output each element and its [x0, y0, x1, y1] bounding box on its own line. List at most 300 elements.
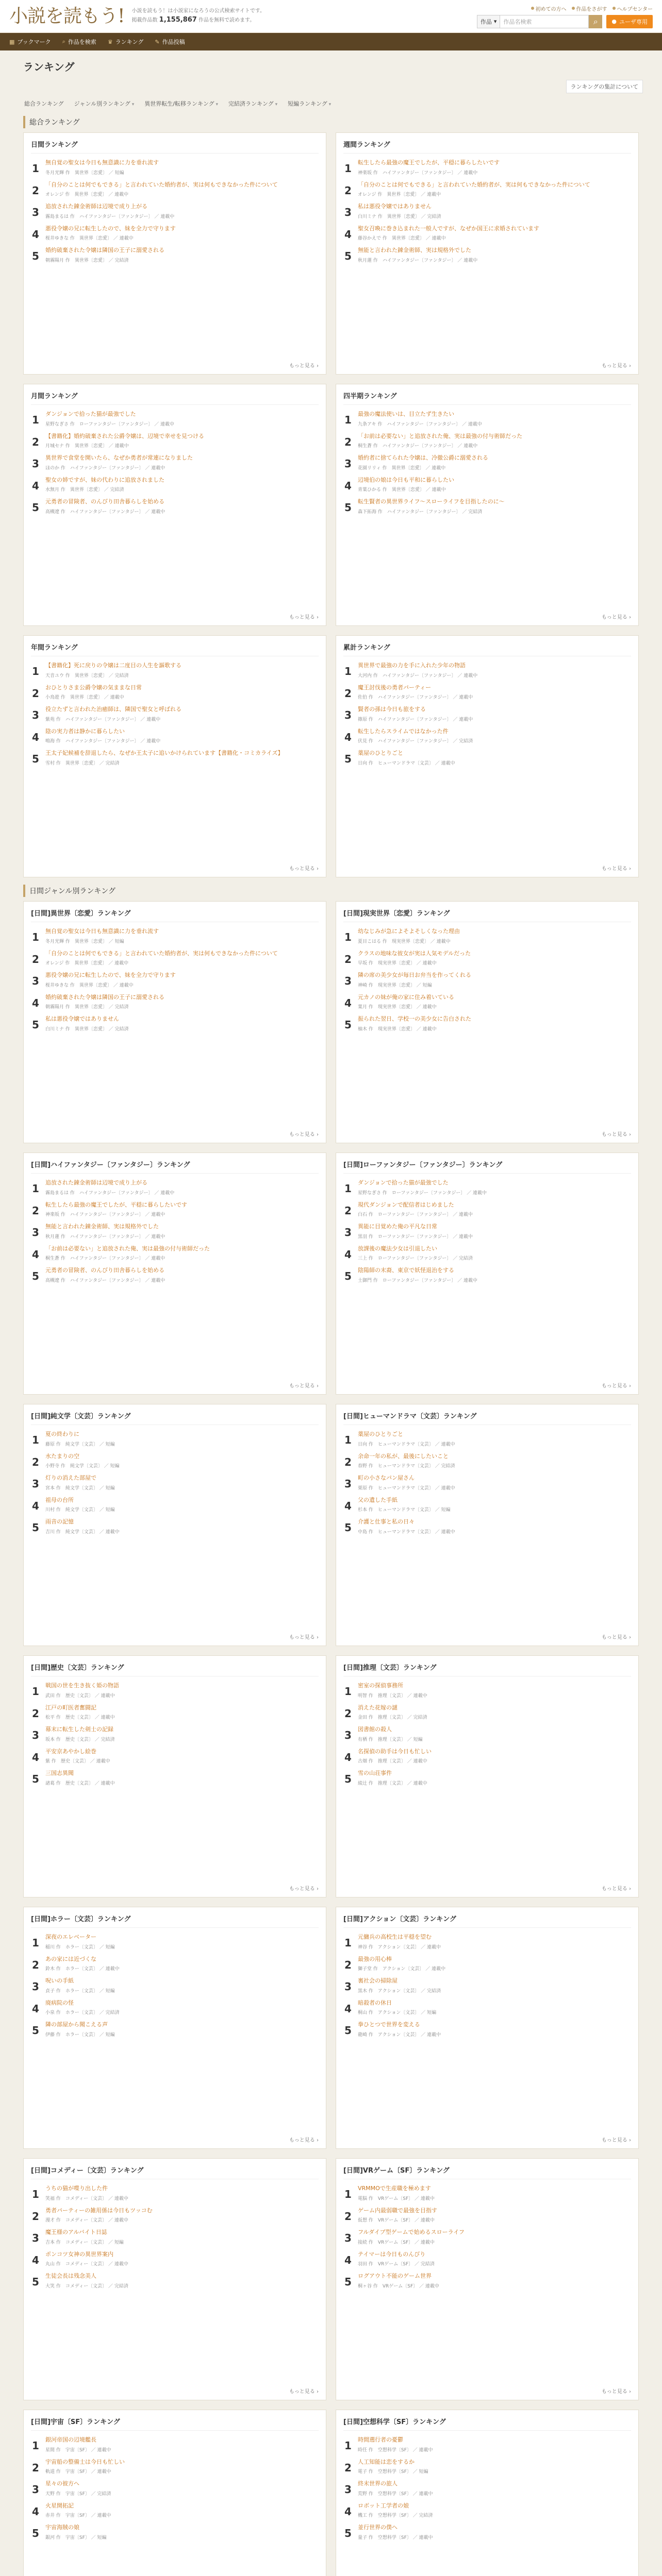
ranking-item — [31, 2228, 319, 2245]
work-meta: 坂本 作 歴史〔文芸〕 ／ 完結済 — [45, 1737, 115, 1742]
work-title-link[interactable]: 「自分のことは何でもできる」と言われていた婚約者が、実は何もできなかった件について — [45, 950, 278, 957]
work-title-link[interactable]: 人工知能は恋をするか — [358, 2458, 415, 2465]
ranking-list — [343, 662, 631, 861]
more-link[interactable]: もっと見る › — [31, 1381, 319, 1389]
work-title-link[interactable]: 無能と言われた錬金術師、実は規格外でした — [358, 247, 471, 253]
rank-number: 4 — [32, 479, 39, 492]
work-title-link[interactable]: 異世界で最強の力を手に入れた少年の物語 — [358, 662, 466, 669]
rank-number: 4 — [32, 1248, 39, 1261]
work-title-link[interactable]: 辺境伯の娘は今日も平和に暮らしたい — [358, 476, 454, 483]
ranking-item — [31, 1977, 319, 1994]
rank-number: 3 — [344, 1226, 352, 1239]
work-meta: 接続 作 VRゲーム〔SF〕 ／ 連載中 — [358, 2240, 435, 2245]
work-meta: 丸山 作 コメディー〔文芸〕 ／ 連載中 — [45, 2262, 128, 2267]
work-title-link[interactable]: 祖母の台所 — [45, 1496, 74, 1503]
ranking-list — [343, 927, 631, 1127]
work-title-link[interactable]: 雨音の記憶 — [45, 1518, 74, 1525]
work-meta: 月城セナ 作 異世界〔恋愛〕 ／ 連載中 — [45, 444, 129, 449]
rank-number: 2 — [344, 2461, 352, 2474]
work-meta: 神楽坂 作 ハイファンタジー〔ファンタジー〕 ／ 連載中 — [358, 170, 478, 176]
work-meta: 小泉 作 ホラー〔文芸〕 ／ 完結済 — [45, 2010, 120, 2015]
ranking-card-title: [日間]ホラー〔文芸〕ランキング — [31, 1913, 319, 1928]
work-title-link[interactable]: 【書籍化】死に戻りの令嬢は二度目の人生を謳歌する — [45, 662, 181, 669]
more-link[interactable]: もっと見る › — [31, 2136, 319, 2143]
more-link[interactable]: もっと見る › — [31, 2387, 319, 2395]
rank-number: 3 — [344, 457, 352, 470]
main-content — [19, 50, 643, 2576]
ranking-item — [31, 727, 319, 744]
work-meta: 明智 作 推理〔文芸〕 ／ 連載中 — [358, 1693, 427, 1699]
nav-bookmark[interactable]: ▦ ブックマーク — [9, 38, 51, 45]
nav-search[interactable]: ⌕ 作品を検索 — [62, 38, 96, 45]
work-title-link[interactable]: うちの猫が喋り出した件 — [45, 2185, 108, 2192]
rank-number: 3 — [32, 1729, 39, 1741]
work-title-link[interactable]: ゲーム内最弱職で最強を目指す — [358, 2207, 437, 2214]
ranking-grid — [19, 901, 643, 2576]
ranking-item — [343, 1977, 631, 1994]
work-title-link[interactable]: 裏社会の掃除屋 — [358, 1977, 398, 1984]
more-link[interactable]: もっと見る › — [31, 1884, 319, 1892]
ranking-item — [31, 1933, 319, 1950]
ranking-item — [31, 1266, 319, 1283]
ranking-sections — [19, 116, 643, 2576]
ranking-card — [23, 1907, 326, 2149]
work-meta: 鳴海 作 ハイファンタジー〔ファンタジー〕 ／ 連載中 — [45, 739, 161, 744]
rank-number: 5 — [344, 753, 352, 765]
rank-number: 5 — [344, 2276, 352, 2288]
ranking-list — [343, 159, 631, 358]
rank-number: 1 — [344, 1182, 352, 1195]
ranking-card-title: [日間]推理〔文芸〕ランキング — [343, 1662, 631, 1676]
rank-number: 1 — [32, 1182, 39, 1195]
work-title-link[interactable]: 陰の実力者は静かに暮らしたい — [45, 727, 125, 735]
search-input[interactable]: 作品名検索 — [500, 15, 589, 28]
work-title-link[interactable]: 「お前は必要ない」と追放された俺、実は最強の付与術師だった — [358, 432, 522, 439]
ranking-list — [343, 1933, 631, 2132]
work-title-link[interactable]: 婚約破棄された令嬢は隣国の王子に溺愛される — [45, 993, 164, 1001]
work-meta: 高槻遼 作 ハイファンタジー〔ファンタジー〕 ／ 連載中 — [45, 1278, 166, 1283]
rank-number: 1 — [344, 931, 352, 943]
work-meta: 高槻遼 作 ハイファンタジー〔ファンタジー〕 ／ 連載中 — [45, 509, 166, 515]
ranking-list — [31, 1430, 319, 1630]
work-title-link[interactable]: 三国志異聞 — [45, 1770, 74, 1776]
rank-number: 5 — [32, 1773, 39, 1785]
more-link[interactable]: もっと見る › — [31, 613, 319, 620]
work-meta: 桜井ゆきな 作 異世界〔恋愛〕 ／ 連載中 — [45, 982, 134, 988]
ranking-info-button[interactable]: ランキングの集計について — [566, 80, 643, 93]
ranking-item — [31, 684, 319, 701]
work-meta: 白川ミナ 作 異世界〔恋愛〕 ／ 完結済 — [358, 214, 441, 219]
work-title-link[interactable]: クラスの地味な彼女が実は人気モデルだった — [358, 950, 471, 957]
ranking-item — [343, 2184, 631, 2201]
work-title-link[interactable]: 隣の部屋から聞こえる声 — [45, 2021, 108, 2028]
work-meta: 秋月蓮 作 ハイファンタジー〔ファンタジー〕 ／ 連載中 — [358, 258, 478, 263]
rank-number: 5 — [344, 501, 352, 514]
tagline-line1: 小説を読もう！は小説家になろうの公式検索サイトです。 — [131, 8, 265, 14]
work-title-link[interactable]: 消えた花嫁の謎 — [358, 1704, 398, 1711]
work-title-link[interactable]: 元勇者の冒険者、のんびり田舎暮らしを始める — [45, 1267, 164, 1274]
work-title-link[interactable]: 元カノの妹が俺の家に住み着いている — [358, 993, 454, 1001]
work-title-link[interactable]: 「自分のことは何でもできる」と言われていた婚約者が、実は何もできなかった件について — [358, 181, 590, 188]
header-link-find-works[interactable]: 作品をさがす — [572, 5, 607, 12]
subnav-overall[interactable]: 総合ランキング — [24, 100, 64, 107]
tagline-line2: 掲載作品数 1,155,867 作品を無料で読めます。 — [131, 16, 255, 24]
rank-number: 3 — [32, 709, 39, 721]
work-title-link[interactable]: 幕末に転生した剣士の記録 — [45, 1726, 113, 1733]
work-title-link[interactable]: 聖女の姉ですが、妹の代わりに追放されました — [45, 476, 164, 483]
rank-number: 4 — [344, 1248, 352, 1261]
work-title-link[interactable]: 暗殺者の休日 — [358, 1999, 392, 2006]
work-meta: 紫 作 歴史〔文芸〕 ／ 連載中 — [45, 1759, 110, 1764]
work-title-link[interactable]: 魔王討伐後の勇者パーティー — [358, 684, 432, 691]
rank-number: 3 — [32, 1478, 39, 1490]
ranking-item — [343, 2207, 631, 2224]
ranking-item — [343, 432, 631, 449]
work-meta: 電脳 作 VRゲーム〔SF〕 ／ 連載中 — [358, 2196, 435, 2201]
work-title-link[interactable]: テイマーは今日ものんびり — [358, 2250, 426, 2258]
more-link[interactable]: もっと見る › — [343, 2387, 631, 2395]
work-title-link[interactable]: 戦国の世を生き抜く姫の物語 — [45, 1682, 119, 1689]
rank-number: 3 — [344, 1478, 352, 1490]
more-link[interactable]: もっと見る › — [343, 1633, 631, 1640]
work-title-link[interactable]: 賢者の孫は今日も旅をする — [358, 706, 426, 713]
rank-number: 2 — [344, 1707, 352, 1720]
work-title-link[interactable]: ダンジョンで拾った猫が最強でした — [45, 411, 136, 417]
work-meta: 日向 作 ヒューマンドラマ〔文芸〕 ／ 連載中 — [358, 1442, 455, 1447]
subnav-completed[interactable]: 完結済ランキング ▾ — [228, 99, 277, 108]
work-title-link[interactable]: フルダイブ型ゲームで始めるスローライフ — [358, 2229, 465, 2235]
work-title-link[interactable]: 廃病院の怪 — [45, 1999, 74, 2006]
work-title-link[interactable]: 時間遡行者の憂鬱 — [358, 2436, 403, 2443]
rank-number: 5 — [344, 2527, 352, 2539]
work-meta: 桜井ゆきな 作 異世界〔恋愛〕 ／ 連載中 — [45, 236, 134, 241]
search-bar — [477, 15, 653, 28]
rank-number: 3 — [344, 975, 352, 987]
rank-number: 1 — [32, 931, 39, 943]
work-title-link[interactable]: ロボット工学者の娘 — [358, 2502, 409, 2509]
work-title-link[interactable]: 父の遺した手紙 — [358, 1496, 398, 1503]
work-meta: 吉川 作 純文学〔文芸〕 ／ 連載中 — [45, 1529, 120, 1535]
ranking-item — [343, 2250, 631, 2267]
work-title-link[interactable]: ダンジョンで拾った猫が最強でした — [358, 1179, 449, 1186]
ranking-item — [343, 410, 631, 427]
rank-number: 5 — [32, 250, 39, 262]
work-title-link[interactable]: 薬屋のひとりごと — [358, 1431, 403, 1437]
work-meta: 春野 作 ヒューマンドラマ〔文芸〕 ／ 完結済 — [358, 1464, 455, 1469]
more-link[interactable]: もっと見る › — [31, 1130, 319, 1138]
rank-number: 4 — [344, 2253, 352, 2266]
work-title-link[interactable]: 隣の席の美少女が毎日お弁当を作ってくれる — [358, 972, 471, 978]
more-link[interactable]: もっと見る › — [343, 2136, 631, 2143]
rank-number: 4 — [32, 1499, 39, 1512]
rank-number: 1 — [32, 2188, 39, 2200]
work-meta: 森下拓海 作 ハイファンタジー〔ファンタジー〕 ／ 完結済 — [358, 509, 483, 515]
rank-number: 1 — [32, 2439, 39, 2452]
rank-number: 1 — [32, 414, 39, 426]
ranking-item — [31, 1999, 319, 2016]
ranking-card — [23, 1153, 326, 1395]
rank-number: 5 — [344, 1019, 352, 1031]
work-title-link[interactable]: 元勇者の冒険者、のんびり田舎暮らしを始める — [45, 498, 164, 505]
rank-number: 3 — [344, 2483, 352, 2496]
work-title-link[interactable]: 平安京あやかし絵巻 — [45, 1748, 96, 1755]
more-link[interactable]: もっと見る › — [343, 1130, 631, 1138]
rank-number: 4 — [32, 731, 39, 743]
work-title-link[interactable]: 水たまりの空 — [45, 1452, 79, 1460]
work-title-link[interactable]: 私は悪役令嬢ではありません — [45, 1015, 119, 1022]
work-meta: 漫才 作 コメディー〔文芸〕 ／ 連載中 — [45, 2218, 128, 2223]
work-title-link[interactable]: 私は悪役令嬢ではありません — [358, 203, 432, 210]
ranking-item — [343, 727, 631, 744]
work-title-link[interactable]: 無能と言われた錬金術師、実は規格外でした — [45, 1223, 159, 1230]
work-title-link[interactable]: 余命一年の私が、最後にしたいこと — [358, 1452, 449, 1460]
work-title-link[interactable]: 悪役令嬢の兄に転生したので、妹を全力で守ります — [45, 972, 176, 978]
site-logo[interactable]: 小説を読もう! — [9, 5, 125, 27]
ranking-card — [336, 1655, 639, 1897]
work-title-link[interactable]: 転生賢者の異世界ライフ～スローライフを目指したのに～ — [358, 498, 505, 505]
work-title-link[interactable]: 異能に目覚めた俺の平凡な日常 — [358, 1223, 437, 1230]
ranking-item — [343, 2458, 631, 2475]
work-title-link[interactable]: 転生したらスライムではなかった件 — [358, 727, 449, 735]
work-title-link[interactable]: 夏の終わりに — [45, 1431, 79, 1437]
work-meta: 秋月蓮 作 ハイファンタジー〔ファンタジー〕 ／ 連載中 — [45, 1234, 166, 1240]
work-title-link[interactable]: 町の小さなパン屋さん — [358, 1475, 415, 1481]
work-title-link[interactable]: 聖女召喚に巻き込まれた一般人ですが、なぜか国王に求婚されています — [358, 225, 539, 232]
ranking-item — [343, 1518, 631, 1535]
work-title-link[interactable]: 「お前は必要ない」と追放された俺、実は最強の付与術師だった — [45, 1245, 210, 1252]
work-meta: 早坂 作 現実世界〔恋愛〕 ／ 連載中 — [358, 961, 437, 966]
ranking-item — [343, 1452, 631, 1469]
ranking-item — [31, 1245, 319, 1262]
work-title-link[interactable]: 「自分のことは何でもできる」と言われていた婚約者が、実は何もできなかった件について — [45, 181, 278, 188]
work-title-link[interactable]: 【書籍化】婚約破棄された公爵令嬢は、辺境で幸せを見つける — [45, 432, 204, 439]
work-title-link[interactable]: 生徒会長は残念美人 — [45, 2273, 96, 2279]
work-title-link[interactable]: ポンコツ女神の異世界案内 — [45, 2250, 113, 2258]
work-meta: 龍崎 作 アクション〔文芸〕 ／ 連載中 — [358, 2032, 441, 2038]
rank-number: 2 — [32, 2210, 39, 2223]
work-meta: 桐山 作 アクション〔文芸〕 ／ 短編 — [358, 2010, 437, 2015]
work-title-link[interactable]: 幼なじみが急によそよそしくなった理由 — [358, 928, 460, 935]
rank-number: 1 — [344, 162, 352, 175]
ranking-item — [343, 159, 631, 176]
work-title-link[interactable]: 無自覚の聖女は今日も無意識に力を垂れ流す — [45, 928, 159, 935]
work-title-link[interactable]: 異世界で食堂を開いたら、なぜか勇者が常連になりました — [45, 454, 193, 461]
more-link[interactable]: もっと見る › — [31, 361, 319, 369]
work-title-link[interactable]: 名探偵の助手は今日も忙しい — [358, 1748, 432, 1755]
ranking-list — [31, 662, 319, 861]
work-title-link[interactable]: 火星開拓記 — [45, 2502, 74, 2509]
work-title-link[interactable]: 現代ダンジョンで配信者はじめました — [358, 1201, 454, 1208]
work-title-link[interactable]: 追放された錬金術師は辺境で成り上がる — [45, 1179, 147, 1186]
more-link[interactable]: もっと見る › — [31, 864, 319, 872]
work-meta: 白石 作 ローファンタジー〔ファンタジー〕 ／ 連載中 — [358, 1212, 473, 1217]
work-title-link[interactable]: 宇宙海賊の娘 — [45, 2524, 79, 2531]
ranking-item — [31, 1452, 319, 1469]
ranking-item — [343, 993, 631, 1010]
ranking-item — [31, 2184, 319, 2201]
work-title-link[interactable]: 介護と仕事と私の日々 — [358, 1518, 415, 1525]
bullet-icon — [531, 7, 534, 10]
work-title-link[interactable]: 拳ひとつで世界を変える — [358, 2021, 420, 2028]
work-title-link[interactable]: 宇宙船の整備士は今日も忙しい — [45, 2458, 125, 2465]
rank-number: 1 — [32, 665, 39, 677]
work-title-link[interactable]: 並行世界の僕へ — [358, 2524, 398, 2531]
work-title-link[interactable]: 灯りの消えた部屋で — [45, 1475, 96, 1481]
work-meta: 武田 作 歴史〔文芸〕 ／ 連載中 — [45, 1693, 115, 1699]
rank-number: 3 — [344, 2232, 352, 2244]
rank-number: 2 — [32, 687, 39, 700]
ranking-item — [31, 662, 319, 679]
nav-ranking[interactable]: ♛ ランキング — [107, 38, 144, 45]
work-title-link[interactable]: 最強の用心棒 — [358, 1955, 392, 1962]
rank-number: 1 — [344, 1937, 352, 1949]
rank-number: 3 — [32, 2483, 39, 2496]
work-meta: ほのか 作 ハイファンタジー〔ファンタジー〕 ／ 連載中 — [45, 465, 166, 471]
ranking-item — [31, 202, 319, 219]
rank-number: 3 — [32, 1226, 39, 1239]
ranking-card-title: [日間]ローファンタジー〔ファンタジー〕ランキング — [343, 1159, 631, 1174]
ranking-card — [336, 2410, 639, 2576]
ranking-card-title: [日間]宇宙〔SF〕ランキング — [31, 2416, 319, 2431]
work-title-link[interactable]: 放課後の魔法少女は引退したい — [358, 1245, 437, 1252]
work-title-link[interactable]: 終末世界の旅人 — [358, 2480, 398, 2487]
work-title-link[interactable]: 魔王様のアルバイト日誌 — [45, 2229, 107, 2235]
ranking-item — [343, 1955, 631, 1972]
work-title-link[interactable]: 図書館の殺人 — [358, 1726, 392, 1733]
work-title-link[interactable]: 悪役令嬢の兄に転生したので、妹を全力で守ります — [45, 225, 176, 232]
work-title-link[interactable]: あの家には近づくな — [45, 1955, 96, 1962]
rank-number: 2 — [32, 184, 39, 197]
work-meta: 大河内 作 ハイファンタジー〔ファンタジー〕 ／ 連載中 — [358, 673, 478, 679]
subnav-genre[interactable]: ジャンル別ランキング ▾ — [74, 99, 135, 108]
work-title-link[interactable]: ログアウト不能のゲーム世界 — [358, 2273, 432, 2279]
more-link[interactable]: もっと見る › — [343, 361, 631, 369]
more-link[interactable]: もっと見る › — [31, 1633, 319, 1640]
ranking-item — [343, 749, 631, 766]
ranking-item — [343, 684, 631, 701]
work-title-link[interactable]: 最強の魔法使いは、目立たず生きたい — [358, 411, 454, 417]
search-type-select[interactable]: 作品 ▾ — [477, 15, 501, 28]
ranking-item — [31, 159, 319, 176]
search-button[interactable] — [589, 15, 602, 28]
ranking-card — [23, 901, 326, 1143]
work-title-link[interactable]: VRMMOで生産職を極めます — [358, 2185, 431, 2192]
ranking-item — [31, 2458, 319, 2475]
ranking-item — [343, 498, 631, 515]
rank-number: 1 — [344, 414, 352, 426]
ranking-item — [343, 1682, 631, 1699]
work-title-link[interactable]: 星々の彼方へ — [45, 2480, 79, 2487]
header-link-help[interactable]: ヘルプセンター — [613, 5, 653, 12]
work-count: 1,155,867 — [159, 16, 197, 24]
ranking-card-title: [日間]異世界〔恋愛〕ランキング — [31, 908, 319, 922]
work-title-link[interactable]: 無自覚の聖女は今日も無意識に力を垂れ流す — [45, 159, 159, 166]
more-link[interactable]: もっと見る › — [343, 864, 631, 872]
work-title-link[interactable]: 元傭兵の高校生は平穏を望む — [358, 1934, 432, 1940]
ranking-card — [23, 635, 326, 877]
work-title-link[interactable]: 深夜のエレベーター — [45, 1934, 96, 1940]
more-link[interactable]: もっと見る › — [343, 1884, 631, 1892]
work-title-link[interactable]: 王太子妃候補を辞退したら、なぜか王太子に追いかけられています【書籍化・コミカライズ】 — [45, 750, 284, 756]
ranking-item — [343, 1266, 631, 1283]
subnav-isekai[interactable]: 異世界転生/転移ランキング ▾ — [144, 99, 218, 108]
ranking-item — [343, 181, 631, 198]
ranking-item — [343, 662, 631, 679]
work-title-link[interactable]: 江戸の町医者奮闘記 — [45, 1704, 96, 1711]
work-title-link[interactable]: 銀河帝国の辺境艦長 — [45, 2436, 96, 2443]
work-title-link[interactable]: 雪の山荘事件 — [358, 1770, 392, 1776]
work-meta: 夏目こはる 作 現実世界〔恋愛〕 ／ 連載中 — [358, 939, 451, 944]
work-meta: 神楽坂 作 ハイファンタジー〔ファンタジー〕 ／ 連載中 — [45, 1212, 166, 1217]
work-title-link[interactable]: 転生したら最強の魔王でしたが、平穏に暮らしたいです — [45, 1201, 187, 1208]
global-nav — [0, 33, 662, 50]
rank-number: 2 — [32, 1455, 39, 1468]
work-title-link[interactable]: おひとりさま公爵令嬢の気ままな日常 — [45, 684, 142, 691]
ranking-card — [23, 2158, 326, 2400]
work-meta: 伏見 作 ハイファンタジー〔ファンタジー〕 ／ 完結済 — [358, 739, 473, 744]
work-meta: 貞子 作 ホラー〔文芸〕 ／ 短編 — [45, 1988, 115, 1994]
work-title-link[interactable]: 婚約破棄された令嬢は隣国の王子に溺愛される — [45, 247, 164, 253]
rank-number: 2 — [32, 2461, 39, 2474]
work-title-link[interactable]: 婚約者に捨てられた令嬢は、冷徹公爵に溺愛される — [358, 454, 488, 461]
rank-number: 1 — [32, 1685, 39, 1698]
work-title-link[interactable]: 陰陽師の末裔、東京で妖怪退治をする — [358, 1267, 454, 1274]
work-meta: 川村 作 純文学〔文芸〕 ／ 短編 — [45, 1507, 115, 1513]
ranking-item — [343, 927, 631, 944]
more-link[interactable]: もっと見る › — [343, 1381, 631, 1389]
work-title-link[interactable]: 勇者パーティーの雑用係は今日もツッコむ — [45, 2207, 153, 2214]
ranking-card-title: 週間ランキング — [343, 139, 631, 154]
rank-number: 3 — [344, 1729, 352, 1741]
user-menu-button[interactable]: ● ユーザ専用 — [606, 15, 653, 28]
work-title-link[interactable]: 振られた翌日、学校一の美少女に告白された — [358, 1015, 471, 1022]
ranking-item — [343, 225, 631, 242]
ranking-card — [336, 901, 639, 1143]
rank-number: 4 — [344, 479, 352, 492]
ranking-item — [31, 181, 319, 198]
work-meta: 土御門 作 ローファンタジー〔ファンタジー〕 ／ 連載中 — [358, 1278, 478, 1283]
header-link-first-time[interactable]: 初めての方へ — [531, 5, 567, 12]
work-title-link[interactable]: 追放された錬金術師は辺境で成り上がる — [45, 203, 147, 210]
ranking-list — [343, 1430, 631, 1630]
ranking-item — [31, 454, 319, 471]
rank-number: 4 — [32, 2505, 39, 2518]
ranking-item — [343, 1179, 631, 1196]
work-title-link[interactable]: 薬屋のひとりごと — [358, 750, 403, 756]
ranking-card-title: [日間]アクション〔文芸〕ランキング — [343, 1913, 631, 1928]
work-title-link[interactable]: 転生したら最強の魔王でしたが、平穏に暮らしたいです — [358, 159, 500, 166]
rank-number: 3 — [32, 1980, 39, 1993]
work-meta: 小鳥遊 作 異世界〔恋愛〕 ／ 連載中 — [45, 695, 124, 700]
nav-post[interactable]: ✎ 作品投稿 — [155, 38, 185, 45]
more-link[interactable]: もっと見る › — [343, 613, 631, 620]
ranking-item — [31, 1474, 319, 1491]
work-title-link[interactable]: 役立たずと言われた治癒師は、隣国で聖女と呼ばれる — [45, 706, 181, 713]
rank-number: 5 — [344, 1270, 352, 1282]
work-meta: 篠原 作 ハイファンタジー〔ファンタジー〕 ／ 連載中 — [358, 717, 473, 722]
rank-number: 5 — [32, 1521, 39, 1534]
work-title-link[interactable]: 密室の探偵事務所 — [358, 1682, 403, 1689]
work-meta: 吉本 作 コメディー〔文芸〕 ／ 短編 — [45, 2240, 124, 2245]
ranking-item — [343, 705, 631, 722]
rank-number: 2 — [32, 1958, 39, 1971]
rank-number: 3 — [344, 709, 352, 721]
ranking-item — [31, 2272, 319, 2289]
ranking-card — [336, 384, 639, 626]
subnav-short[interactable]: 短編ランキング ▾ — [288, 99, 331, 108]
site-tagline — [131, 7, 265, 26]
work-title-link[interactable]: 呪いの手紙 — [45, 1977, 74, 1984]
